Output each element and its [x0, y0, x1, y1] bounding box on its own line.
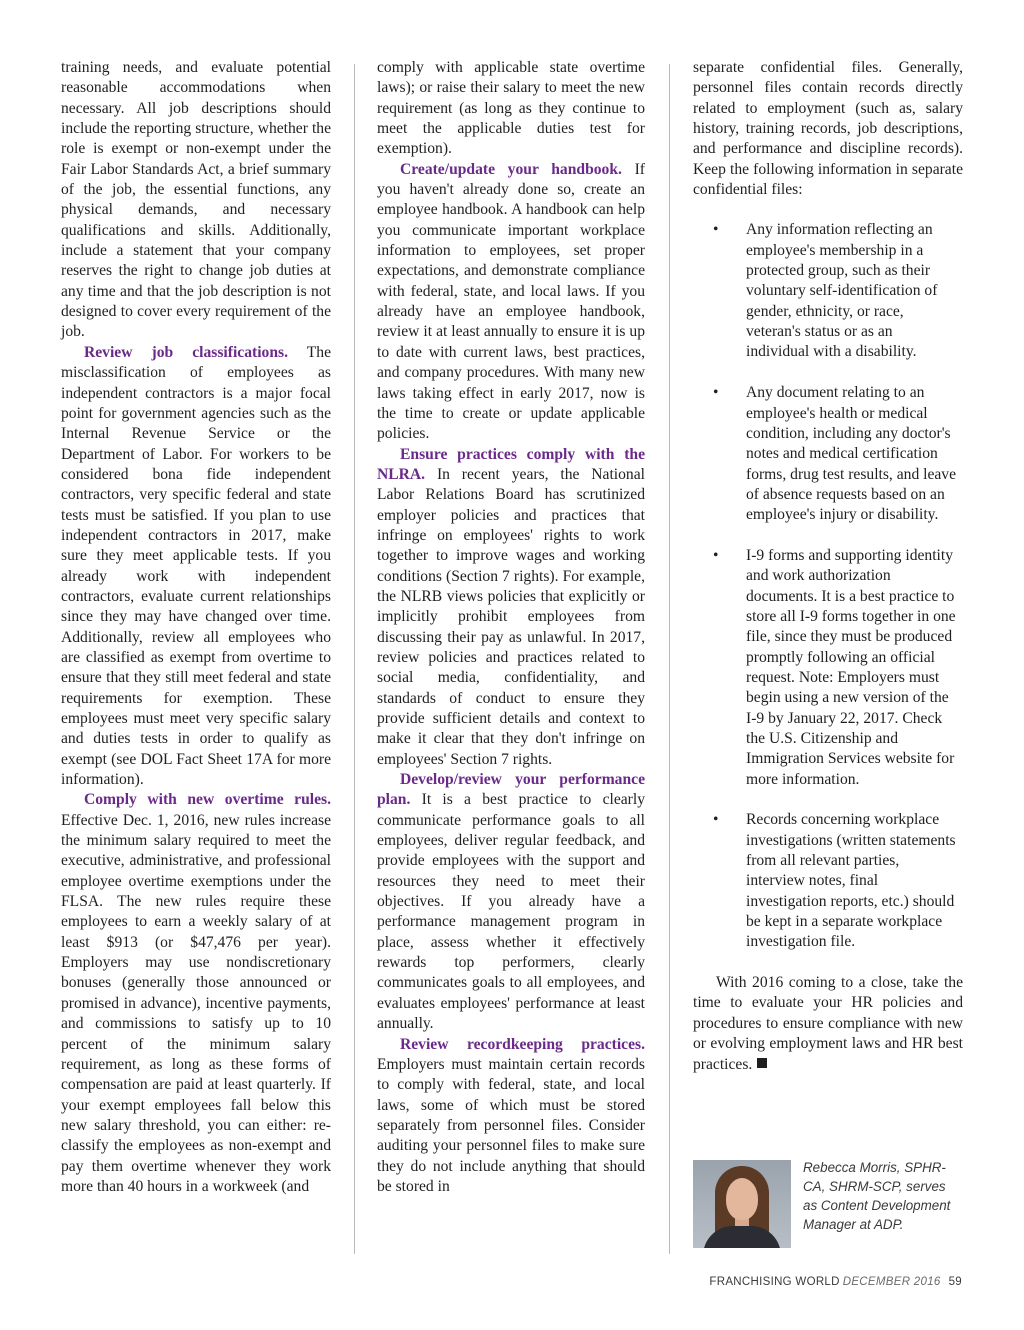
- subhead-comply-overtime-rules: Comply with new overtime rules.: [84, 791, 331, 809]
- subhead-review-job-classifications: Review job classifications.: [84, 343, 288, 361]
- page-footer: [709, 1276, 962, 1288]
- paragraph-performance-plan: [377, 770, 645, 1034]
- body-performance-plan: It is a best practice to clearly communicate performance goals to all employees, deliver regular feedback, and provide employees with the support and resources they need to meet their objectives. If you already have a performance management program in place, assess whether it effectively rewards top performers, clearly communicates goals to all employees, and evaluates employees' performance at least annually.: [377, 791, 645, 1033]
- list-item-text: Any document relating to an employee's health or medical condition, including any doctor's notes and medical certification forms, drug test results, and leave of absence requests based on an employee's injury or disability.: [746, 384, 957, 524]
- end-mark-icon: [757, 1058, 767, 1068]
- closing-text: With 2016 coming to a close, take the time to evaluate your HR policies and procedures to ensure compliance with new or evolving employment laws and HR best practices.: [693, 974, 963, 1073]
- page-number: 59: [948, 1276, 962, 1288]
- body-recordkeeping: Employers must maintain certain records to comply with federal, state, and local laws, some of which must be stored separately from personnel files. Consider auditing your personnel files to make sure they do not include anything that should be stored in: [377, 1055, 645, 1195]
- author-box: [693, 1158, 963, 1250]
- paragraph-intro: training needs, and evaluate potential reasonable accommodations when necessary. All job descriptions should include the reporting structure, whether the role is exempt or non-exempt under the Fair Labor Standards Act, a brief summary of the job, the essential functions, any physical demands, and necessary qualifications and skills. Additionally, include a statement that your company reserves the right to change job duties at any time and that the job description is not designed to cover every requirement of the job.: [61, 59, 331, 341]
- body-job-classifications: The misclassification of employees as independent contractors is a major focal point for government agencies such as the Internal Revenue Service or the Department of Labor. For workers to be considered bona fide independent contractors, very specific federal and state tests must be satisfied. If you plan to use independent contractors in 2017, make sure they meet applicable tests. If you already work with independent contractors, evaluate current relationships since they may have changed over time. Additionally, review all employees who are classified as exempt from overtime to ensure that they still meet federal and state requirements for exemption. These employees must meet very specific salary and duties tests in order to qualify as exempt (see DOL Fact Sheet 17A for more information).: [61, 343, 331, 789]
- article-column-3: [693, 58, 963, 1075]
- column-divider-right: [669, 64, 670, 1254]
- paragraph-closing: [693, 973, 963, 1075]
- paragraph-confidential-files: separate confidential files. Generally, personnel files contain records directly related to employment (such as, salary history, training records, job descriptions, and performance and discipline records). Keep the following information in separate confidential files:: [693, 59, 963, 199]
- paragraph-nlra: [377, 445, 645, 771]
- list-item: [693, 810, 963, 952]
- bullet-icon: •: [713, 811, 719, 829]
- bullet-icon: •: [713, 221, 719, 239]
- subhead-nlra: Ensure practices comply with the NLRA.: [377, 445, 645, 483]
- list-item-text: Records concerning workplace investigations (written statements from all relevant parties, interview notes, final investigation reports, etc.) should be kept in a separate workplace investigation file.: [746, 811, 956, 951]
- subhead-create-update-handbook: Create/update your handbook.: [400, 160, 622, 178]
- list-item: [693, 383, 963, 525]
- body-nlra: In recent years, the National Labor Relations Board has scrutinized employer policies and practices that infringe on employees' rights to work together to improve wages and working conditions (Section 7 rights). For example, the NLRB views policies that explicitly or implicitly prohibit employees from discussing their pay as unlawful. In 2017, review policies and practices related to social media, confidentiality, and standards of conduct to ensure they provide sufficient details and context to make it clear that they don't infringe on employees' Section 7 rights.: [377, 465, 645, 768]
- subhead-recordkeeping: Review recordkeeping practices.: [400, 1035, 645, 1053]
- bullet-icon: •: [713, 384, 719, 402]
- paragraph-overtime-continued: comply with applicable state overtime laws); or raise their salary to meet the new requirement (as long as they continue to meet the applicable duties test for exemption).: [377, 59, 645, 158]
- publication-name: FRANCHISING WORLD: [709, 1276, 840, 1288]
- author-bio: Rebecca Morris, SPHR-CA, SHRM-SCP, serves as Content Development Manager at ADP.: [803, 1160, 951, 1232]
- list-item: [693, 220, 963, 362]
- author-photo: [693, 1160, 791, 1248]
- article-column-1: [61, 58, 331, 1197]
- paragraph-job-classifications: [61, 343, 331, 791]
- list-item-text: I-9 forms and supporting identity and work authorization documents. It is a best practice to store all I-9 forms together in one file, since they must be produced promptly following an official request. Note: Employers must begin using a new version of the I-9 by January 22, 2017. Check the U.S. Citizenship and Immigration Services website for more information.: [746, 546, 956, 788]
- list-item-text: Any information reflecting an employee's membership in a protected group, such as their voluntary self-identification of gender, ethnicity, or race, veteran's status or as an individual with a disability.: [746, 221, 938, 361]
- paragraph-handbook: [377, 160, 645, 445]
- confidential-files-list: [693, 220, 963, 952]
- body-handbook: If you haven't already done so, create an employee handbook. A handbook can help you communicate important workplace information to employees, set proper expectations, and demonstrate compliance with federal, state, and local laws. If you already have an employee handbook, review it at least annually to ensure it is up to date with current laws, best practices, and company procedures. With many new laws taking effect in early 2017, now is the time to create or update applicable policies.: [377, 160, 645, 443]
- bullet-icon: •: [713, 546, 719, 564]
- subhead-performance-plan: Develop/review your performance plan.: [377, 771, 645, 809]
- paragraph-recordkeeping: [377, 1035, 645, 1198]
- body-overtime-rules: Effective Dec. 1, 2016, new rules increase the minimum salary required to meet the executive, administrative, and professional employee overtime exemptions under the FLSA. The new rules require these employees to earn a weekly salary of at least $913 (or $47,476 per year). Employers may use nondiscretionary bonuses (generally those announced or promised in advance), incentive payments, and commissions to satisfy up to 10 percent of the minimum salary requirement, as long as these forms of compensation are paid at least quarterly. If your exempt employees fall below this new salary threshold, you can either: re-classify the employees as non-exempt and pay them overtime whenever they work more than 40 hours in a workweek (and: [61, 811, 331, 1195]
- issue-date: DECEMBER 2016: [842, 1276, 941, 1288]
- column-divider-left: [354, 64, 355, 1254]
- article-column-2: [377, 58, 645, 1197]
- list-item: [693, 546, 963, 790]
- paragraph-overtime-rules: [61, 790, 331, 1197]
